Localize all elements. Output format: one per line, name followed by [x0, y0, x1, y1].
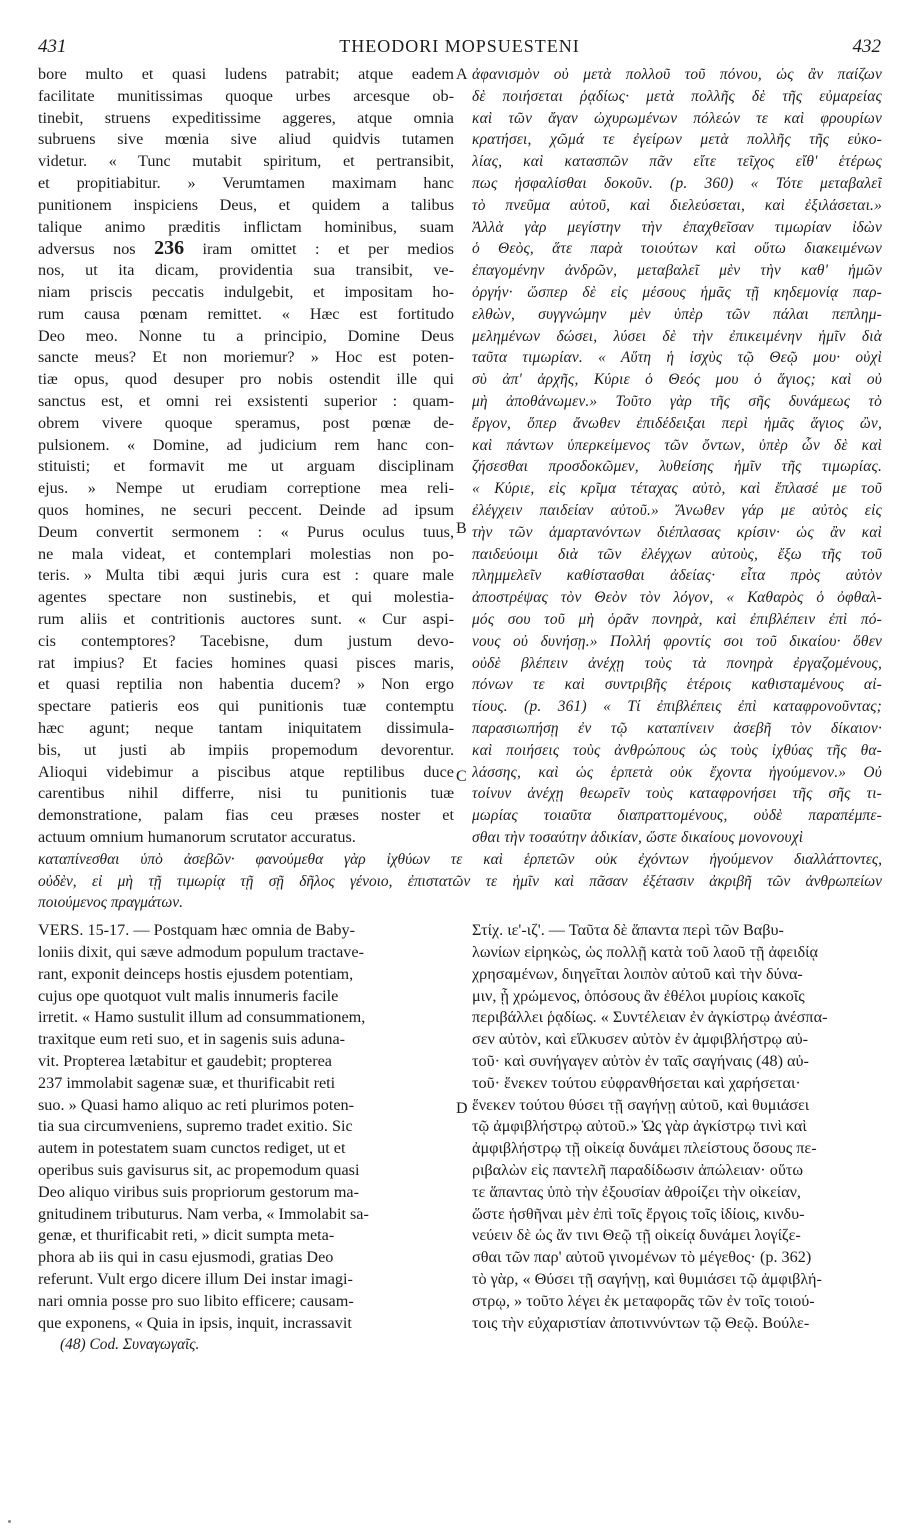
text-line: μωρίας τοιαῦτα διαπραττομένους, οὐδὲ παραπέμπε-: [472, 807, 882, 825]
text-line: καὶ πάντων ὑπερκείμενος τῶν ὄντων, ὑπὲρ ὧν δὲ καὶ: [472, 436, 882, 454]
text-line: τοῦ· ἕνεκεν τούτου εὐφρανθήσεται καὶ χαρήσεται·: [472, 1073, 801, 1092]
text-line: πως ἠσφαλίσθαι δοκοῦν. (p. 360) « Τότε μεταβαλεῖ: [472, 174, 882, 192]
text-line: gnitudinem tributurus. Nam verba, « Immolabit sa-: [38, 1204, 369, 1223]
text-line: τοίνυν ἀνέχῃ θεωρεῖν τοὺς καταφρονήσει τῆς σῆς τι-: [472, 785, 882, 803]
text-line: ὀργήν· ὥσπερ δὲ εἰς μέσους ἡμᾶς τῇ κηδεμονίᾳ παρ-: [472, 283, 882, 301]
text-line: autem in potestatem suam cunctos rediget, ut et: [38, 1139, 346, 1158]
text-line: pulsionem. « Domine, ad judicium rem hanc con-: [38, 435, 454, 454]
page-number-left: 431: [38, 36, 67, 57]
text-line: σεν αὐτὸν, καὶ εἵλκυσεν αὐτὸν ἐν ἀμφιβλήστρῳ αὐ-: [472, 1030, 809, 1049]
text-line: punitionem inspiciens Deus, et quidem a talibus: [38, 195, 454, 214]
text-line: obrem vivere quoque speramus, post pœnæ de-: [38, 413, 454, 432]
text-line: sancte meus? Et non moriemur? » Hoc est poten-: [38, 348, 454, 367]
text-line: phora ab iis qui in casu ejusmodi, gratias Deo: [38, 1248, 334, 1267]
text-line: tiæ opus, quod desuper pro nobis ostendit ille qui: [38, 370, 454, 389]
text-line: τῷ ἀμφιβλήστρῳ αὐτοῦ.» Ὡς γὰρ ἀγκίστρῳ τινὶ καὶ: [472, 1117, 807, 1136]
text-line: cujus ope quotquot vult malis innumeris facile: [38, 986, 339, 1005]
margin-marker-a: A: [456, 66, 468, 83]
text-line: que exponens, « Quia in ipsis, inquit, incrassavit: [38, 1313, 352, 1332]
text-line: vit. Propterea lætabitur et gaudebit; propterea: [38, 1051, 332, 1070]
text-line: οὐδὲν, εἰ μὴ τῇ τιμωρίᾳ τῇ σῇ δῆλος γένοιο, ἐπιστατῶν τε ἡμῖν καὶ πᾶσαν ἐξέτασιν ἀκριβῆ τῶν ἀνθρωπείων: [38, 872, 882, 890]
text-line: actuum omnium humanorum scrutator accuratus.: [38, 827, 356, 846]
text-line: et quasi reptilia non habentia ducem? » Non ergo: [38, 675, 454, 694]
text-line: tinebit, struens expeditissime aggeres, atque omnia: [38, 108, 454, 127]
text-line: et propitiabitur. » Verumtamen maximam hanc: [38, 173, 454, 192]
text-line: talique animo præditis inflictam hominibus, suam: [38, 217, 454, 236]
text-line: suo. » Quasi hamo aliquo ac reti plurimos poten-: [38, 1095, 355, 1114]
text-line: ἀμφιβλήστρῳ τῇ οἰκείᾳ δυνάμει πλείστους ὅσους πε-: [472, 1139, 817, 1158]
text-line: Στίχ. ιε'-ιζ'. — Ταῦτα δὲ ἅπαντα περὶ τῶν Βαβυ-: [472, 921, 784, 940]
text-line: χρησαμένων, διηγεῖται λοιπὸν αὐτοῦ καὶ τὴν δύνα-: [472, 964, 803, 983]
text-line: ριβαλὼν εἰς παντελῆ παραδίδωσιν ἀπώλειαν· οὕτω: [472, 1160, 804, 1179]
text-line: παρασιωπήσῃ ἐν τῷ καταπίνειν ἀσεβῆ τὸν δίκαιον·: [472, 719, 882, 737]
text-line: subruens sive mœnia sive aliud quidvis tutamen: [38, 130, 454, 149]
text-line: 237 immolabit sagenæ suæ, et thurificabit reti: [38, 1073, 336, 1092]
text-line: loniis dixit, qui sæve admodum populum tractave-: [38, 942, 364, 961]
text-line: ελθὼν, συγγνώμην μὲν ὑπὲρ τῶν πάλαι πεπλημ-: [472, 305, 882, 323]
page-number-right: 432: [852, 36, 881, 57]
text-line: τὸ πνεῦμα αὐτοῦ, καὶ διελεύσεται, καὶ ἐξιλάσεται.»: [472, 196, 882, 214]
text-line: ἕνεκεν τούτου θύσει τῇ σαγήνῃ αὐτοῦ, καὶ θυμιάσει: [472, 1095, 810, 1114]
text-line: Deo aliquo viribus suis propriorum gestorum ma-: [38, 1182, 360, 1201]
text-line: referunt. Vult ergo dicere illum Dei instar imagi-: [38, 1269, 353, 1288]
text-line: ἀφανισμὸν οὐ μετὰ πολλοῦ τοῦ πόνου, ὡς ἂν παίζων: [472, 66, 882, 83]
text-line: genæ, et thurificabit reti, » dicit sumpta meta-: [38, 1226, 335, 1245]
greek-column-upper: [472, 64, 882, 849]
text-line: μελημένων δώσει, λύσει δὲ τὴν ἐπικειμένην ἡμῖν διὰ: [472, 327, 882, 345]
text-line: Deum convertit sermonem : « Purus oculus tuus,: [38, 522, 454, 541]
text-line: nari omnia posse pro suo libito efficere; causam-: [38, 1291, 354, 1310]
text-line: στρῳ, » τοῦτο λέγει ἐκ μεταφορᾶς τῶν ἐν τοῖς τοιού-: [472, 1291, 815, 1310]
text-line: rant, exponit deinceps hostis ejusdem potentiam,: [38, 964, 354, 983]
text-line: σθαι τῶν παρ' αὐτοῦ γινομένων τὸ μέγεθος· (p. 362): [472, 1248, 812, 1267]
text-line: stituisti; et formavit me ut arguam disciplinam: [38, 457, 454, 476]
text-line: cis contemptores? Tacebisne, dum justum devo-: [38, 631, 454, 650]
footnote: (48) Cod. Συναγωγαῖς.: [60, 1336, 200, 1354]
text-line: sanctus est, et omni rei exsistenti superior : quam-: [38, 391, 454, 410]
text-line: bore multo et quasi ludens patrabit; atque eadem: [38, 65, 454, 83]
text-line: spectare patieris eos qui punitionis tuæ contemptu: [38, 697, 454, 716]
text-line: κρατήσει, χῶμά τε ἐγείρων μετὰ πολλῆς τῆς εὐκο-: [472, 131, 882, 149]
text-line: καὶ τῶν ἄγαν ὠχυρωμένων πόλεών τε καὶ φρουρίων: [472, 109, 882, 127]
text-line: quos homines, ne securi peccent. Deinde ad ipsum: [38, 500, 454, 519]
greek-column-lower: [472, 920, 882, 1334]
text-line: agentes spectare non sustinebis, et qui molestia-: [38, 588, 454, 607]
text-line: πόνων τε καὶ συντριβῆς ἑτέροις καθισταμένους αἰ-: [472, 676, 882, 694]
text-line: νους οὐ δυνήσῃ.» Πολλή φροντίς σοι τοῦ δικαίου· ὅθεν: [472, 632, 882, 650]
text-line: παιδεύοιμι διὰ τῶν ἐλέγχων αὐτοὺς, ἔξω τῆς τοῦ: [472, 545, 882, 563]
text-line: VERS. 15-17. — Postquam hæc omnia de Baby-: [38, 921, 355, 940]
margin-marker-c: C: [456, 768, 467, 785]
text-line: ne mala videat, et contemplari molestias non po-: [38, 544, 454, 563]
text-line: ἀποστρέψας τὸν Θεὸν τὸν λόγον, « Καθαρὸς ὁ ὀφθαλ-: [472, 589, 882, 607]
text-line: Deo meo. Nonne tu a principio, Domine Deus: [38, 326, 454, 345]
text-line: λίας, καὶ κατασπῶν πᾶν εἴτε τεῖχος εἴθ' ἑτέρως: [472, 153, 882, 171]
running-title: THEODORI MOPSUESTENI: [339, 36, 580, 56]
text-line: rat impius? Et facies homines quasi pisces maris,: [38, 653, 454, 672]
text-line: demonstratione, palam fias ceu præses noster et: [38, 806, 454, 825]
text-line: operibus suis gavisurus sit, ac propemodum quasi: [38, 1160, 360, 1179]
text-line: Alioqui videbimur a piscibus atque reptilibus duce: [38, 762, 454, 781]
text-line: τοῦ· καὶ συνήγαγεν αὐτὸν ἐν ταῖς σαγήναις (48) αὐ-: [472, 1051, 809, 1070]
print-speck: [8, 1520, 11, 1523]
text-line: rum causa pœnam remittet. « Hæc est fortitudo: [38, 304, 454, 323]
text-line: τε ἅπαντας ὑπὸ τὴν ἐξουσίαν ἀθροίζει τὴν οἰκείαν,: [472, 1182, 801, 1201]
text-line: nos, ut ita dicam, providentia sua transibit, ve-: [38, 261, 454, 280]
text-line: λωνίων εἰρηκὼς, ὡς πολλῇ κατὰ τοῦ λαοῦ τῇ ἀφειδίᾳ: [472, 942, 818, 961]
text-line: ejus. » Nempe ut erudiam correptione mea reli-: [38, 479, 454, 498]
text-line: facilitate munitissimas quoque urbes arcesque ob-: [38, 86, 454, 105]
text-line: μός σου τοῦ μὴ ὁρᾶν πονηρὰ, καὶ ἐπιβλέπειν ἐπὶ πό-: [472, 610, 882, 628]
text-line: bis, ut justi ab impiis propemodum devorentur.: [38, 740, 454, 759]
text-line: ποιούμενος πραγμάτων.: [38, 894, 183, 912]
text-line: τοις τὴν εὐχαριστίαν ἀποτιννύντων τῷ Θεῷ. Βούλε-: [472, 1313, 810, 1332]
text-line: σθαι τὴν τοσαύτην ἀδικίαν, ὥστε δικαίους μονονουχὶ: [472, 828, 804, 846]
text-line: ὥστε ἡσθῆναι μὲν ἐπὶ τοῖς ἔργοις τοῖς ἰδίοις, κινδυ-: [472, 1204, 805, 1223]
text-line: rum aliis et contritionis auctores sunt. « Cur aspi-: [38, 609, 454, 628]
text-line: τὴν τῶν ἁμαρτανόντων διέπλασας κρίσιν· ὡς ἂν καὶ: [472, 523, 882, 541]
text-line: τίους. (p. 361) « Τί ἐπιβλέπεις ἐπὶ καταφρονοῦντας;: [472, 698, 882, 716]
text-line: videtur. « Tunc mutabit spiritum, et pertransibit,: [38, 152, 454, 171]
text-line: ζήσεσθαι προσδοκῶμεν, λυθείσης ἡμῖν τῆς τιμωρίας.: [472, 458, 882, 476]
text-line: niam priscis peccatis indulgebit, et impositam ho-: [38, 282, 454, 301]
margin-marker-b: B: [456, 520, 467, 537]
page-header: [38, 36, 881, 60]
text-line: καταπίνεσθαι ὑπὸ ἀσεβῶν· φανούμεθα γὰρ ἰχθύων τε καὶ ἑρπετῶν οὐκ ἐχόντων ἡγούμενον διαλλάττοντες,: [38, 850, 882, 868]
text-line: hæc agunt; neque tantam iniquitatem dissimula-: [38, 718, 454, 737]
text-line: traxitque eum reti suo, et in sagenis suis aduna-: [38, 1030, 346, 1049]
text-line: δὲ ποιήσεται ῥᾳδίως· μετὰ πολλῆς δὲ τῆς εὐμαρείας: [472, 87, 882, 105]
text-line: λάσσης, καὶ ὡς ἑρπετὰ οὐκ ἔχοντα ἡγούμενον.» Οὐ: [472, 763, 882, 781]
text-line: τὸ γὰρ, « Θύσει τῇ σαγήνῃ, καὶ θυμιάσει τῷ ἀμφιβλή-: [472, 1269, 822, 1288]
latin-column-upper: [38, 64, 454, 849]
text-line: οὐδὲ βλέπειν ἀνέχῃ τοὺς τὰ πονηρὰ ἐργαζομένους,: [472, 654, 882, 672]
text-line: καὶ ποιήσεις τοὺς ἀνθρώπους ὡς τοὺς ἰχθύας τῆς θα-: [472, 741, 882, 759]
text-line: περιβάλλει ῥᾳδίως. « Συντέλειαν ἐν ἀγκίστρῳ ἀνέσπα-: [472, 1008, 828, 1027]
text-line: ταῦτα τιμωρίαν. « Αὕτη ἡ ἰσχὺς τῷ Θεῷ μου· οὐχὶ: [472, 349, 882, 367]
text-line: ὁ Θεὸς, ἅτε παρὰ τοιούτων καὶ οὕτω διακειμένων: [472, 240, 882, 258]
text-line: Ἀλλὰ γὰρ μεγίστην τὴν ἐπαχθεῖσαν τιμωρίαν ἰδὼν: [472, 218, 882, 236]
text-line: adversus nos 236 iram omittet : et per medios: [38, 238, 454, 260]
text-line: ἐλέγχειν παιδείαν αὐτοῦ.» Ἄνωθεν γάρ με αὐτὸς εἰς: [472, 501, 882, 519]
text-line: carentibus nihil differre, nisi tu punitionis tuæ: [38, 784, 454, 803]
text-line: νεύειν δὲ ὡς ἄν τινι Θεῷ τῇ οἰκείᾳ δυνάμει λογίζε-: [472, 1226, 801, 1245]
text-line: tia sua circumveniens, supremo tradet exitio. Sic: [38, 1117, 353, 1136]
text-line: πλημμελεῖν καθίστασθαι ἀδείας· εἶτα πρὸς αὐτὸν: [472, 567, 882, 585]
text-line: teris. » Multa tibi æqui juris cura est : quare male: [38, 566, 454, 585]
text-line: ἔργον, ὅπερ ἄνωθεν ἐπιδέδειξαι περὶ ἡμᾶς ἅγιος ὢν,: [472, 414, 882, 432]
text-line: μὴ ἀποθάνωμεν.» Τοῦτο γὰρ τῆς σῆς δυνάμεως τὸ: [472, 392, 882, 410]
margin-marker-d: D: [456, 1100, 468, 1117]
greek-full-width-block: [38, 849, 882, 914]
text-line: irretit. « Hamo sustulit illum ad consummationem,: [38, 1008, 366, 1027]
text-line: μιν, ᾗ χρώμενος, ὁπόσους ἂν ἐθέλοι μυρίοις κακοῖς: [472, 986, 805, 1005]
latin-column-lower: [38, 920, 454, 1334]
text-line: σὺ ἀπ' ἀρχῆς, Κύριε ὁ Θεός μου ὁ ἅγιος; καὶ οὐ: [472, 371, 882, 389]
migne-column-number: 236: [154, 238, 185, 260]
text-line: ἐπαγομένην ἀνδρῶν, μεταβαλεῖ μὲν τὴν καθ' ἡμῶν: [472, 262, 882, 280]
text-line: « Κύριε, εἰς κρῖμα τέταχας αὐτὸ, καὶ ἔπλασέ με τοῦ: [472, 480, 882, 498]
